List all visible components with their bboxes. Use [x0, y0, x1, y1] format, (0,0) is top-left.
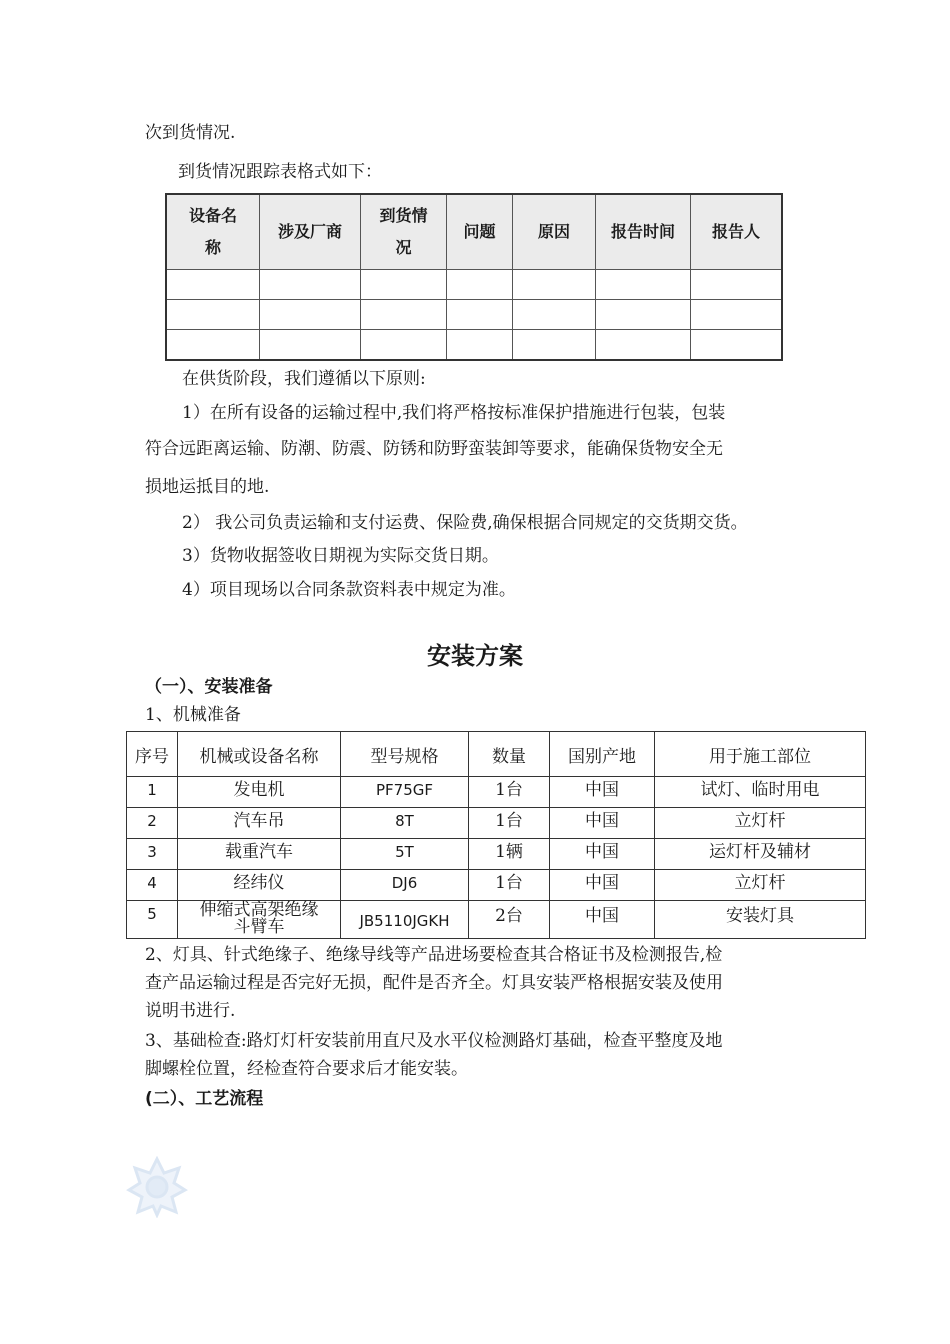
tracking-header-cell: 原因 — [513, 195, 596, 270]
paragraph-principle-3: 3）货物收据签收日期视为实际交货日期。 — [182, 546, 499, 566]
equipment-name-cell: 发电机 — [178, 777, 341, 808]
tracking-header-cell: 涉及厂商 — [260, 195, 361, 270]
tracking-header-cell: 报告人 — [691, 195, 782, 270]
model-cell: 5T — [341, 839, 469, 870]
table-row — [127, 901, 866, 939]
paragraph-principle-2: 2） 我公司负责运输和支付运费、保险费,确保根据合同规定的交货期交货。 — [182, 513, 748, 533]
quantity-cell: 1辆 — [469, 839, 550, 870]
paragraph-foundation-check-cont: 脚螺栓位置，经检查符合要求后才能安装。 — [145, 1059, 468, 1079]
model-cell: JB5110JGKH — [341, 901, 469, 939]
usage-cell: 运灯杆及辅材 — [655, 839, 866, 870]
paragraph-continuation: 次到货情况. — [145, 123, 236, 143]
equipment-name-cell: 伸缩式高架绝缘 斗臂车 — [178, 901, 341, 939]
paragraph-principle-1: 1）在所有设备的运输过程中,我们将严格按标准保护措施进行包装，包装 — [182, 403, 726, 423]
usage-cell: 试灯、临时用电 — [655, 777, 866, 808]
machinery-header-cell: 序号 — [127, 732, 178, 777]
paragraph-inspection-1: 2、灯具、针式绝缘子、绝缘导线等产品进场要检查其合格证书及检测报告,检 — [145, 945, 723, 965]
snowflake-watermark-icon — [126, 1156, 188, 1218]
table-row — [167, 330, 782, 360]
paragraph-principle-1-cont: 符合远距离运输、防潮、防震、防锈和防野蛮装卸等要求，能确保货物安全无 — [145, 439, 723, 459]
paragraph-inspection-1-end: 说明书进行. — [145, 1001, 236, 1021]
seq-cell: 5 — [127, 901, 178, 939]
tracking-header-cell: 报告时间 — [596, 195, 691, 270]
origin-cell: 中国 — [550, 870, 655, 901]
machinery-header-cell: 机械或设备名称 — [178, 732, 341, 777]
usage-cell: 立灯杆 — [655, 808, 866, 839]
origin-cell: 中国 — [550, 777, 655, 808]
machinery-header-cell: 数量 — [469, 732, 550, 777]
quantity-cell: 1台 — [469, 777, 550, 808]
equipment-name-cell: 载重汽车 — [178, 839, 341, 870]
machinery-table — [126, 731, 866, 939]
section-title: 安装方案 — [427, 642, 523, 670]
equipment-name-cell: 经纬仪 — [178, 870, 341, 901]
model-cell: 8T — [341, 808, 469, 839]
quantity-cell: 2台 — [469, 901, 550, 939]
machinery-header-cell: 国别产地 — [550, 732, 655, 777]
quantity-cell: 1台 — [469, 808, 550, 839]
machinery-table-header-row — [127, 732, 866, 777]
tracking-table — [166, 194, 782, 360]
equipment-name-cell: 汽车吊 — [178, 808, 341, 839]
quantity-cell: 1台 — [469, 870, 550, 901]
paragraph-table-intro: 到货情况跟踪表格式如下： — [178, 162, 382, 182]
paragraph-foundation-check: 3、基础检查:路灯灯杆安装前用直尺及水平仪检测路灯基础，检查平整度及地 — [145, 1031, 723, 1051]
item-heading-machinery: 1、机械准备 — [145, 705, 241, 725]
table-row — [127, 808, 866, 839]
tracking-header-cell: 设备名 称 — [167, 195, 260, 270]
subsection-heading-2: (二）、工艺流程 — [145, 1089, 264, 1109]
table-row — [167, 300, 782, 330]
seq-cell: 1 — [127, 777, 178, 808]
paragraph-principles-intro: 在供货阶段，我们遵循以下原则: — [182, 369, 426, 389]
origin-cell: 中国 — [550, 839, 655, 870]
tracking-header-cell: 到货情 况 — [361, 195, 447, 270]
table-row — [127, 870, 866, 901]
tracking-header-cell: 问题 — [447, 195, 513, 270]
usage-cell: 安装灯具 — [655, 901, 866, 939]
seq-cell: 2 — [127, 808, 178, 839]
table-row — [127, 839, 866, 870]
seq-cell: 4 — [127, 870, 178, 901]
seq-cell: 3 — [127, 839, 178, 870]
tracking-table-header-row — [167, 195, 782, 270]
usage-cell: 立灯杆 — [655, 870, 866, 901]
paragraph-inspection-1-cont: 查产品运输过程是否完好无损，配件是否齐全。灯具安装严格根据安装及使用 — [145, 973, 723, 993]
machinery-header-cell: 用于施工部位 — [655, 732, 866, 777]
model-cell: DJ6 — [341, 870, 469, 901]
table-row — [127, 777, 866, 808]
paragraph-principle-1-end: 损地运抵目的地. — [145, 477, 270, 497]
origin-cell: 中国 — [550, 901, 655, 939]
table-row — [167, 270, 782, 300]
subsection-heading-1: （一）、安装准备 — [145, 677, 273, 697]
origin-cell: 中国 — [550, 808, 655, 839]
machinery-header-cell: 型号规格 — [341, 732, 469, 777]
paragraph-principle-4: 4）项目现场以合同条款资料表中规定为准。 — [182, 580, 516, 600]
model-cell: PF75GF — [341, 777, 469, 808]
